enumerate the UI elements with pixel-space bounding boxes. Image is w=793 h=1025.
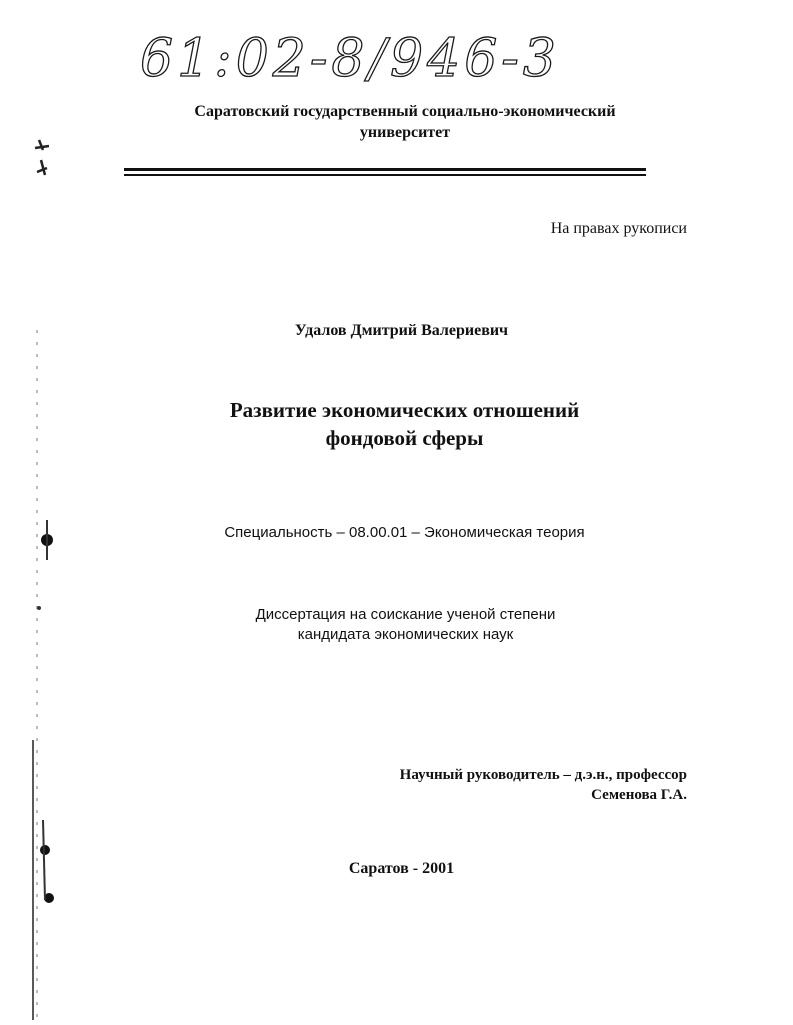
- scan-artifacts: [25, 120, 65, 1020]
- supervisor-line-2: Семенова Г.А.: [591, 787, 687, 803]
- scientific-supervisor: [400, 765, 687, 805]
- city-year: Саратов - 2001: [348, 860, 455, 877]
- header-rule-thin: [124, 174, 646, 176]
- supervisor-line-1: Научный руководитель – д.э.н., профессор: [399, 767, 687, 783]
- handwriting-stroke-icon: [140, 18, 560, 98]
- degree-statement: [0, 605, 793, 645]
- title-line-2: фондовой сферы: [325, 426, 484, 450]
- specialty: Специальность – 08.00.01 – Экономическая теория: [224, 524, 585, 541]
- degree-line-2: кандидата экономических наук: [297, 626, 514, 643]
- university-line-1: Саратовский государственный социально-экономический: [194, 103, 616, 120]
- manuscript-rights-note: На правах рукописи: [550, 220, 687, 237]
- degree-line-1: Диссертация на соискание ученой степени: [255, 606, 556, 623]
- dissertation-title: [0, 396, 793, 452]
- handwritten-catalog-number: [140, 18, 560, 98]
- scan-noise-icon: [25, 120, 65, 1020]
- university-line-2: университет: [359, 124, 451, 141]
- author-name: Удалов Дмитрий Валериевич: [294, 322, 509, 339]
- svg-text:61:02-8/946-3: 61:02-8/946-3: [140, 29, 560, 89]
- university-name: [120, 101, 690, 143]
- title-line-1: Развитие экономических отношений: [229, 398, 580, 422]
- header-rule-thick: [124, 168, 646, 171]
